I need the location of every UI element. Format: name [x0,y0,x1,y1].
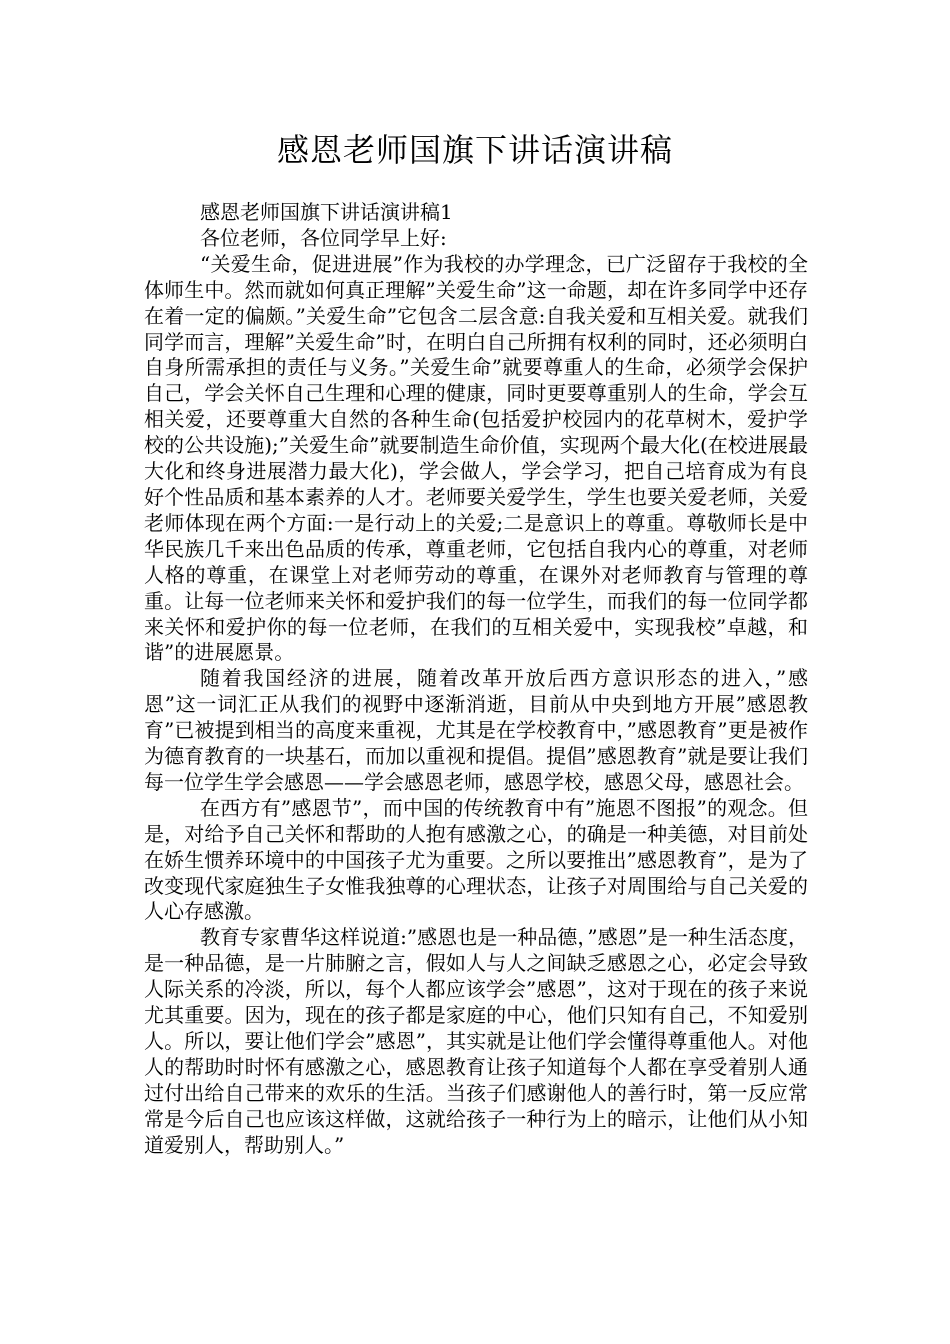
document-body [144,200,808,1159]
paragraph-4: 教育专家曹华这样说道:”感恩也是一种品德，”感恩”是一种生活态度，是一种品德，是一片肺腑之言，假如人与人之间缺乏感恩之心，必定会导致人际关系的冷淡，所以，每个人都应该学会”感恩”，这对于现在的孩子来说尤其重要。因为，现在的孩子都是家庭的中心，他们只知有自己，不知爱别人。所以，要让他们学会”感恩”，其实就是让他们学会懂得尊重他人。对他人的帮助时时怀有感激之心，感恩教育让孩子知道每个人都在享受着别人通过付出给自己带来的欢乐的生活。当孩子们感谢他人的善行时，第一反应常常是今后自己也应该这样做，这就给孩子一种行为上的暗示，让他们从小知道爱别人，帮助别人。” [144,925,808,1157]
paragraph-2: 随着我国经济的进展，随着改革开放后西方意识形态的进入，”感恩”这一词汇正从我们的视野中逐渐消逝，目前从中央到地方开展”感恩教育”已被提到相当的高度来重视，尤其是在学校教育中，”感恩教育”更是被作为德育教育的一块基石，而加以重视和提倡。提倡”感恩教育”就是要让我们每一位学生学会感恩——学会感恩老师，感恩学校，感恩父母，感恩社会。 [144,666,808,794]
speech-greeting: 各位老师，各位同学早上好: [200,225,447,250]
paragraph-1: “关爱生命，促进进展”作为我校的办学理念，已广泛留存于我校的全体师生中。然而就如何真正理解”关爱生命”这一命题，却在许多同学中还存在着一定的偏颇。”关爱生命”它包含二层含意:自我关爱和互相关爱。就我们同学而言，理解”关爱生命”时，在明白自己所拥有权利的同时，还必须明白自身所需承担的责任与义务。”关爱生命”就要尊重人的生命，必须学会保护自己，学会关怀自己生理和心理的健康，同时更要尊重别人的生命，学会互相关爱，还要尊重大自然的各种生命(包括爱护校园内的花草树木，爱护学校的公共设施);”关爱生命”就要制造生命价值，实现两个最大化(在校进展最大化和终身进展潜力最大化)，学会做人，学会学习，把自己培育成为有良好个性品质和基本素养的人才。老师要关爱学生，学生也要关爱老师，关爱老师体现在两个方面:一是行动上的关爱;二是意识上的尊重。尊敬师长是中华民族几千来出色品质的传承，尊重老师，它包括自我内心的尊重，对老师人格的尊重，在课堂上对老师劳动的尊重，在课外对老师教育与管理的尊重。让每一位老师来关怀和爱护我们的每一位学生，而我们的每一位同学都来关怀和爱护你的每一位老师，在我们的互相关爱中，实现我校”卓越，和谐”的进展愿景。 [144,251,808,665]
document-title: 感恩老师国旗下讲话演讲稿 [276,131,673,169]
paragraph-3: 在西方有”感恩节”，而中国的传统教育中有”施恩不图报”的观念。但是，对给予自己关怀和帮助的人抱有感激之心，的确是一种美德，对目前处在娇生惯养环境中的中国孩子尤为重要。之所以要推出”感恩教育”，是为了改变现代家庭独生子女惟我独尊的心理状态，让孩子对周围给与自己关爱的人心存感激。 [144,795,808,924]
document-subheading: 感恩老师国旗下讲话演讲稿1 [200,200,453,224]
